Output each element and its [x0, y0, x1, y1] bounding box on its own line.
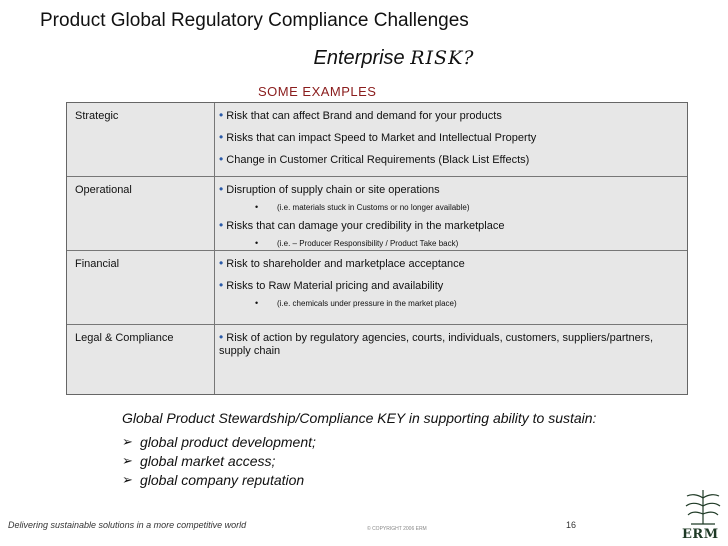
sub-item-text: (i.e. chemicals under pressure in the market place) — [277, 299, 457, 308]
bullet-icon: • — [219, 278, 224, 292]
row-items — [219, 331, 681, 366]
list-item — [219, 131, 681, 145]
list-item — [219, 257, 681, 271]
item-text: Risks that can impact Speed to Market and Intellectual Property — [226, 132, 537, 144]
item-text: Risk that can affect Brand and demand for your products — [226, 110, 502, 122]
list-item — [219, 109, 681, 123]
bullet-icon: • — [219, 218, 224, 232]
item-text: Risk of action by regulatory agencies, courts, individuals, customers, suppliers/partners, supply chain — [219, 332, 654, 357]
sub-bullet-icon: • — [255, 238, 259, 248]
footer-copyright: © COPYRIGHT 2006 ERM — [367, 526, 427, 532]
sub-item — [255, 238, 681, 249]
item-text: Risk to shareholder and marketplace acceptance — [226, 258, 465, 270]
list-item — [219, 153, 681, 167]
sub-item-text: (i.e. materials stuck in Customs or no longer available) — [277, 203, 470, 212]
bullet-icon: • — [219, 152, 224, 166]
sub-bullet-icon: • — [255, 298, 259, 308]
row-category: Financial — [75, 258, 120, 270]
column-divider — [214, 325, 215, 394]
key-list — [122, 432, 316, 489]
column-divider — [214, 177, 215, 250]
list-item — [122, 470, 316, 489]
sub-item — [255, 298, 681, 309]
logo-text: ERM — [682, 527, 719, 542]
bullet-icon: • — [219, 182, 224, 196]
risk-table — [66, 102, 688, 395]
arrow-bullet-icon: ➢ — [122, 452, 133, 468]
item-text: Disruption of supply chain or site operations — [226, 184, 440, 196]
page-number: 16 — [566, 520, 577, 530]
footer-tagline: Delivering sustainable solutions in a more competitive world — [8, 520, 247, 530]
slide-title: Product Global Regulatory Compliance Challenges — [40, 10, 469, 31]
item-text: Risks to Raw Material pricing and availability — [226, 280, 444, 292]
sub-item-text: (i.e. – Producer Responsibility / Product Take back) — [277, 239, 459, 248]
column-divider — [214, 251, 215, 324]
table-row-financial — [67, 251, 687, 325]
row-category: Strategic — [75, 110, 119, 122]
table-row-operational — [67, 177, 687, 251]
key-bullet-text: global market access; — [140, 452, 276, 469]
subtitle-risk: RISK? — [410, 47, 475, 69]
row-items — [219, 183, 681, 255]
bullet-icon: • — [219, 130, 224, 144]
bullet-icon: • — [219, 108, 224, 122]
arrow-bullet-icon: ➢ — [122, 471, 133, 487]
key-title: Global Product Stewardship/Compliance KEY in supporting ability to sustain: — [122, 410, 597, 426]
list-item — [219, 219, 681, 233]
list-item — [122, 432, 316, 451]
row-items — [219, 257, 681, 315]
table-row-legal — [67, 325, 687, 394]
item-text: Risks that can damage your credibility in the marketplace — [226, 220, 505, 232]
sub-item — [255, 202, 681, 213]
slide-subtitle — [0, 47, 728, 70]
arrow-bullet-icon: ➢ — [122, 433, 133, 449]
list-item — [122, 451, 316, 470]
row-category: Operational — [75, 184, 132, 196]
examples-label: SOME EXAMPLES — [258, 84, 377, 99]
list-item — [219, 279, 681, 293]
sub-bullet-icon: • — [255, 202, 259, 212]
subtitle-text: Enterprise — [313, 47, 411, 69]
column-divider — [214, 103, 215, 176]
item-text: Change in Customer Critical Requirements (Black List Effects) — [226, 154, 530, 166]
row-items — [219, 109, 681, 175]
key-bullet-text: global product development; — [140, 433, 316, 450]
key-bullet-text: global company reputation — [140, 471, 305, 488]
list-item — [219, 183, 681, 197]
table-row-strategic — [67, 103, 687, 177]
row-category: Legal & Compliance — [75, 332, 174, 344]
bullet-icon: • — [219, 330, 224, 344]
bullet-icon: • — [219, 256, 224, 270]
list-item — [219, 331, 681, 358]
